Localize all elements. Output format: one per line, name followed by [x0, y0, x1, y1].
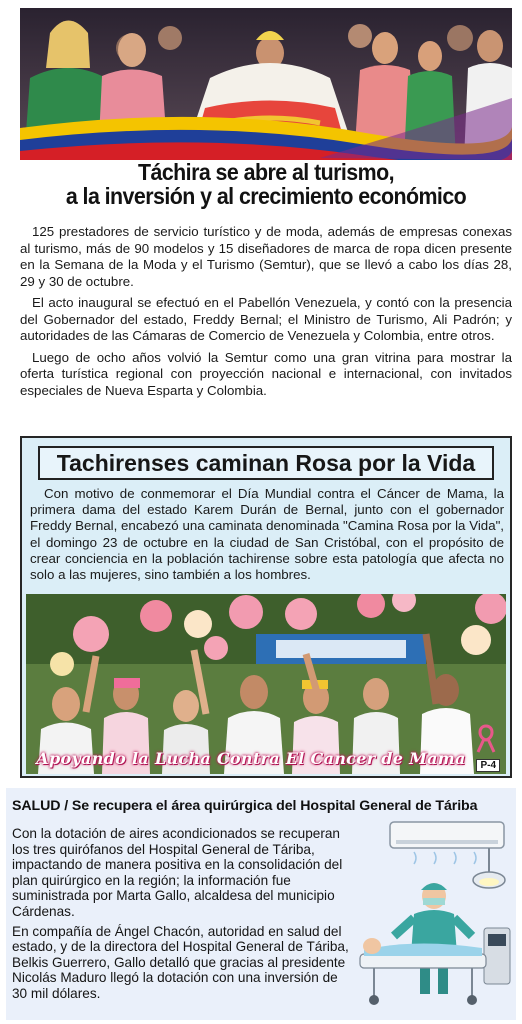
article-pink-walk-box [20, 436, 512, 778]
headline-line-1: Táchira se abre al turismo, [137, 159, 394, 185]
pink-ribbon-icon [476, 724, 496, 754]
article-pink-walk-headline: Tachirenses caminan Rosa por la Vida [38, 446, 494, 480]
headline-line-2: a la inversión y al crecimiento económico [65, 183, 467, 209]
article-tourism-paragraph-1: 125 prestadores de servicio turístico y de moda, además de empresas conexas al turismo, más de 90 modelos y 15 diseñadores de marca de ropa dicen presente en la Semana de la Moda y el Turismo (Semtur), que se llevó a cabo los días 28, 29 y 30 de octubre. [20, 224, 512, 289]
pink-walk-photo-caption: Apoyando la Lucha Contra El Cancer de Mama [36, 749, 466, 768]
air-conditioner-icon [390, 822, 504, 864]
article-tourism-paragraph-3: Luego de ocho años volvió la Semtur como una gran vitrina para mostrar la oferta turística regional con proyección nacional e internacional, con invitados especiales de Nueva Esparta y Colombia. [20, 349, 512, 398]
article-health-paragraph-2: En compañía de Ángel Chacón, autoridad en salud del estado, y de la directora del Hospital General de Táriba, Belkis Guerrero, Gallo detalló que gracias al presidente Nicolás Maduro llegó la dotación con una inversión de 30 mil dólares. [12, 923, 349, 1001]
tourism-event-photo [20, 8, 512, 160]
surgical-lamp-icon [473, 848, 505, 888]
page-number-label: P-4 [476, 759, 500, 772]
article-health-paragraph-1: Con la dotación de aires acondicionados se recuperan los tres quirófanos del Hospital General de Táriba, impactando de manera positiva en la consolidación del plan quirúrgico en la región; la información fue suministrada por Marta Gallo, alcaldesa del municipio Cárdenas. [12, 826, 343, 919]
article-tourism-headline [37, 160, 495, 208]
article-pink-walk-body [30, 486, 504, 583]
tourism-photo-collage [20, 8, 512, 160]
article-health-body [12, 826, 352, 1006]
article-tourism-body [20, 224, 512, 404]
surgeon-illustration [394, 883, 472, 994]
pink-walk-crowd-illustration [26, 594, 506, 774]
surgery-room-illustration [354, 818, 514, 1014]
pink-walk-photo [26, 594, 506, 774]
article-health-box [6, 788, 516, 1020]
article-tourism-paragraph-2: El acto inaugural se efectuó en el Pabellón Venezuela, y contó con la presencia del Gobernador del estado, Freddy Bernal; el Ministro de Turismo, Ali Padrón; y autoridades de las Cámaras de Comercio de Venezuela y Colombia, entre otros. [20, 295, 512, 343]
article-health-headline: SALUD / Se recupera el área quirúrgica del Hospital General de Táriba [12, 798, 478, 814]
article-pink-walk-paragraph: Con motivo de conmemorar el Día Mundial contra el Cáncer de Mama, la primera dama del estado Karem Durán de Bernal, junto con el gobernador Freddy Bernal, encabezó una caminata denominada "Camina Rosa por la Vida", el domingo 23 de octubre en la ciudad de San Cristóbal, con el propósito de crear conciencia en la población tachirense sobre esta patología que afecta no solo a las mujeres, sino también a los hombres. [30, 486, 504, 583]
